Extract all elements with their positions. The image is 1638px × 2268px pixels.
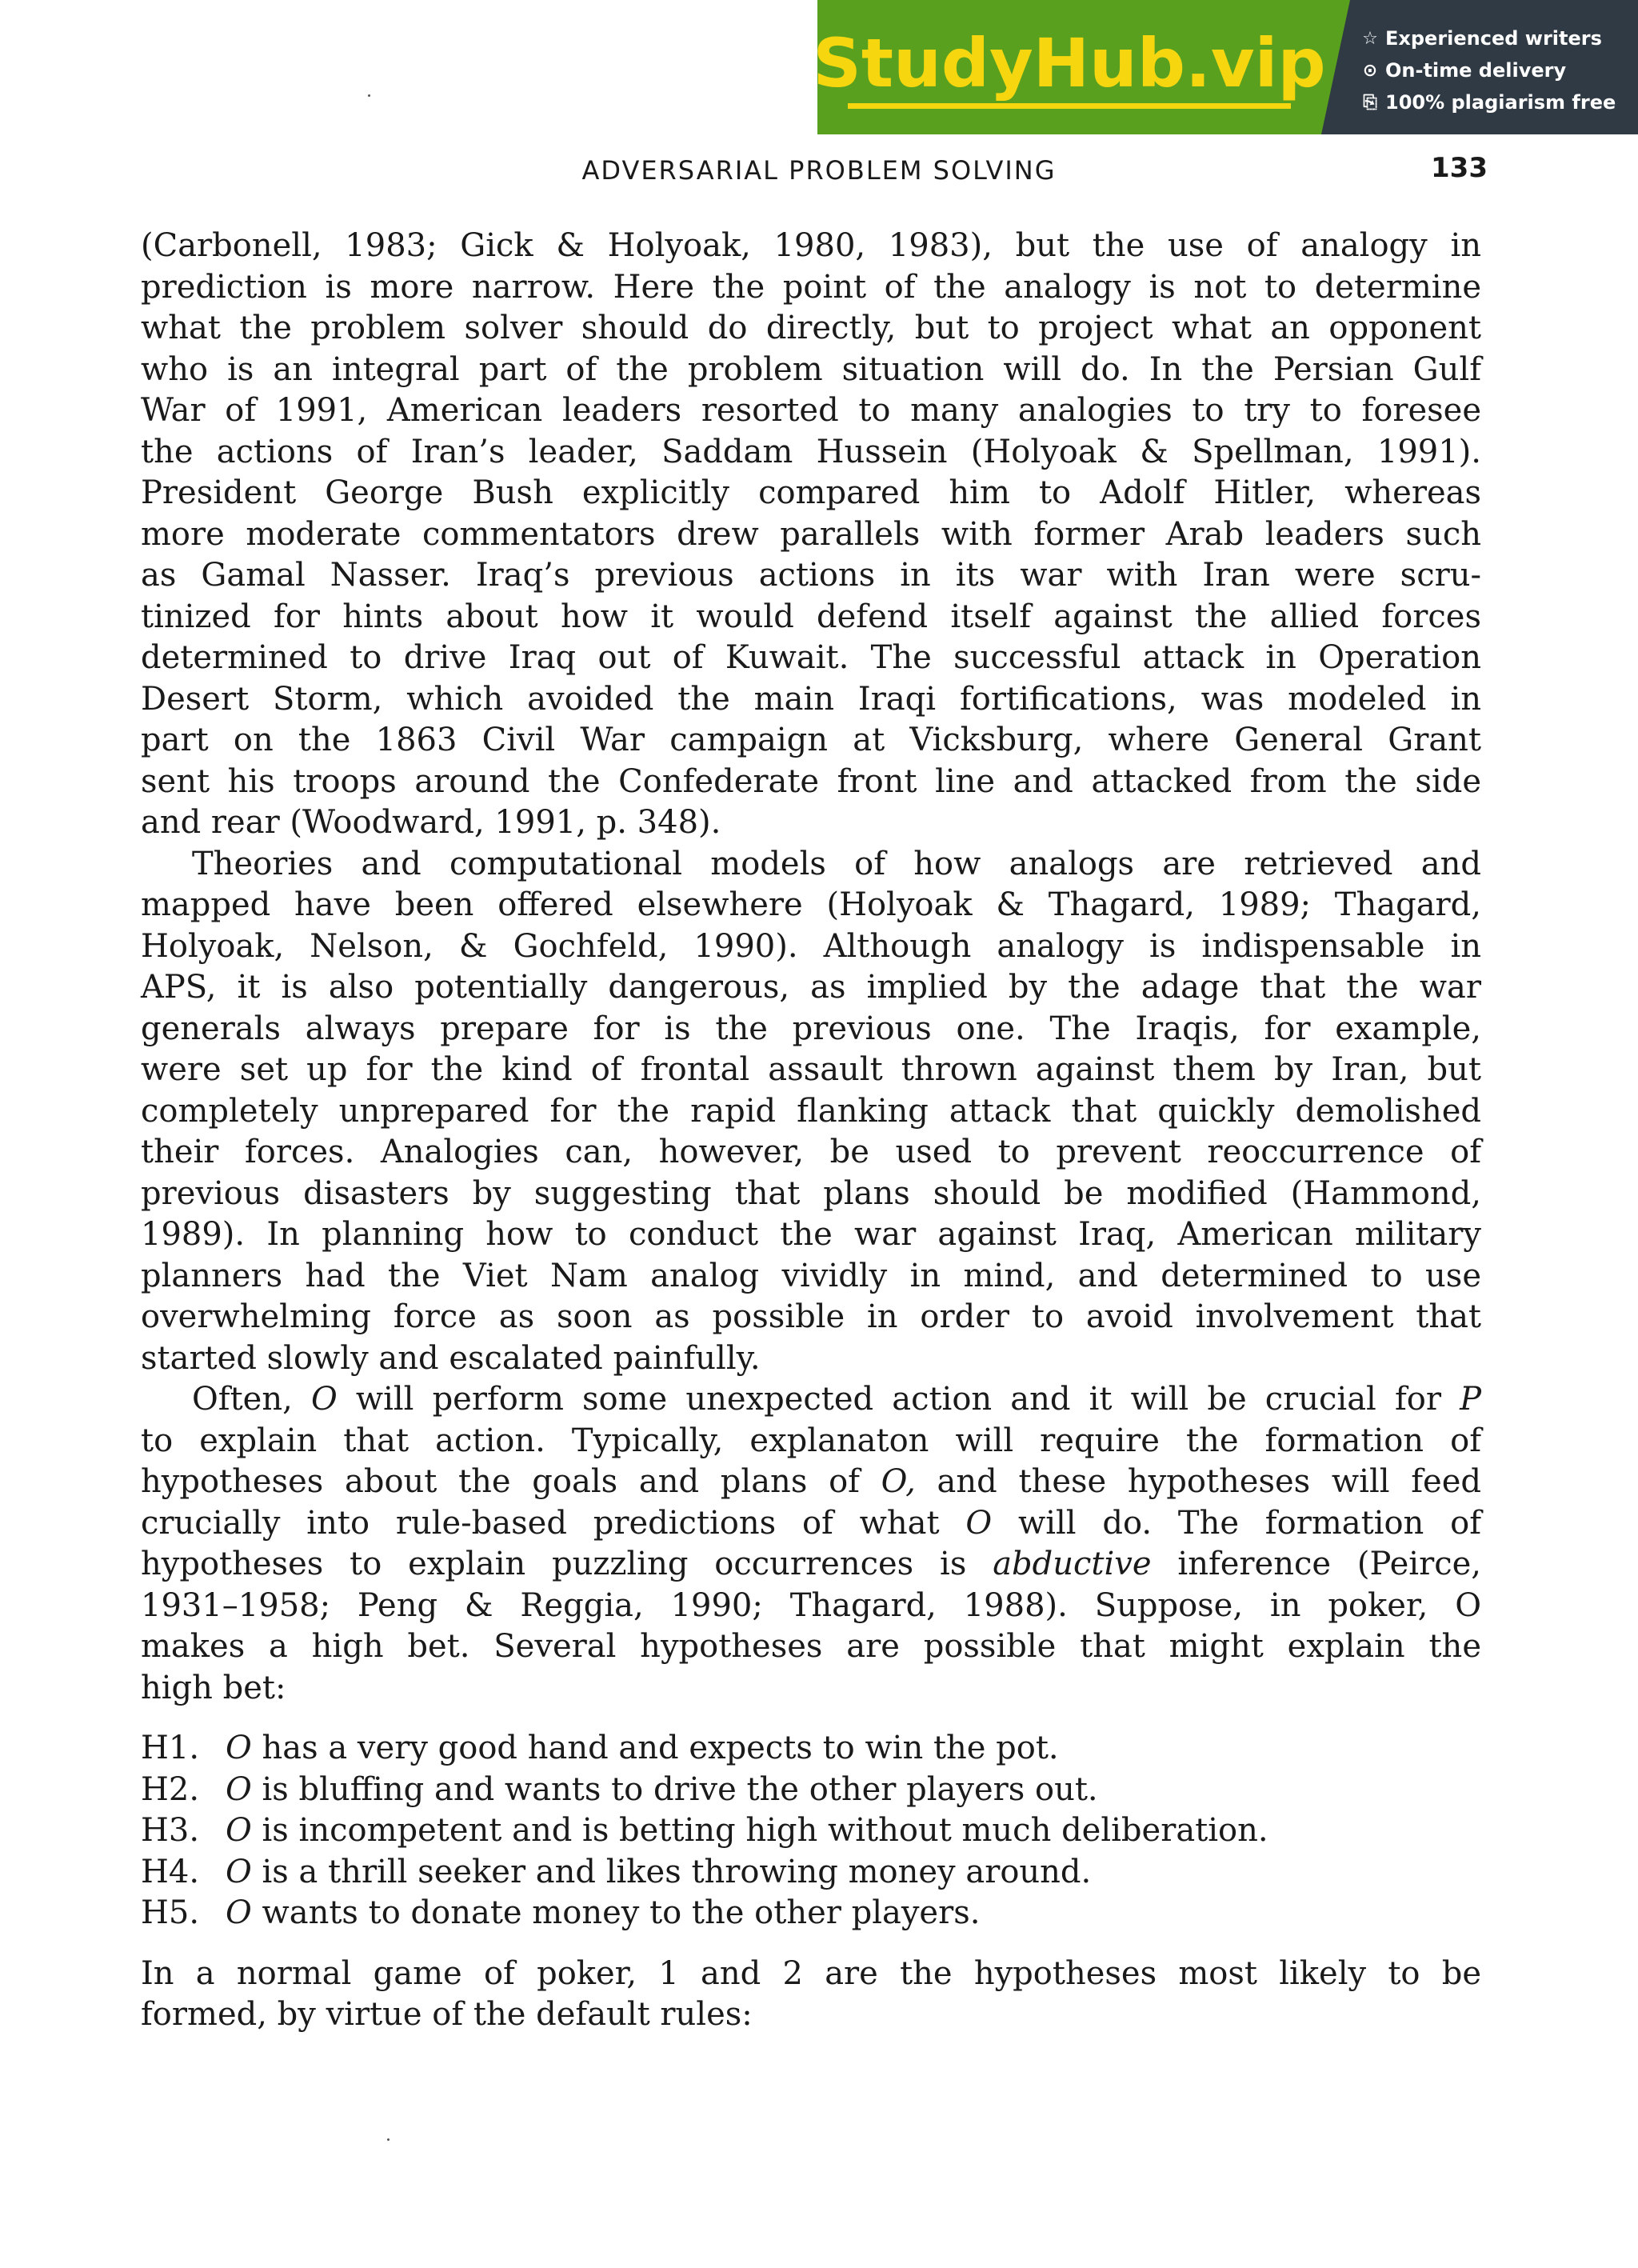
feature-plagiarism-free <box>1360 86 1638 118</box>
text-run: inference (Peirce, <box>1151 1546 1481 1582</box>
hypothesis-text <box>226 1770 1098 1811</box>
document-check-icon: ⎘ <box>1363 92 1377 113</box>
text-line <box>141 1544 1481 1586</box>
text-line: who is an integral part of the problem situation will do. In the Persian Gulf <box>141 350 1481 388</box>
text-run: will do. The formation of <box>992 1504 1481 1542</box>
text-line: their forces. Analogies can, however, be used to prevent reoccurrence of <box>141 1134 1481 1170</box>
text-line: more moderate commentators drew parallels with former Arab leaders such <box>141 515 1481 553</box>
opponent-symbol: O <box>226 1770 252 1808</box>
hypothesis-label: H5. <box>141 1894 200 1931</box>
text-line: the actions of Iran’s leader, Saddam Hussein (Holyoak & Spellman, 1991). <box>141 433 1481 470</box>
text-line: determined to drive Iraq out of Kuwait. The successful attack in Operation <box>141 639 1481 676</box>
text-run: crucially into rule-based predictions of what <box>141 1504 966 1542</box>
text-line: previous disasters by suggesting that plans should be modified (Hammond, <box>141 1174 1481 1212</box>
text-run: and these hypotheses will feed <box>915 1463 1481 1500</box>
text-line <box>141 1379 1481 1421</box>
feature-on-time-delivery <box>1360 54 1638 86</box>
hypothesis-text <box>226 1810 1268 1852</box>
text-run: has a very good hand and expects to win the pot. <box>251 1730 1059 1766</box>
banner-features <box>1350 0 1638 134</box>
opponent-symbol: O <box>226 1853 252 1890</box>
running-title: ADVERSARIAL PROBLEM SOLVING <box>581 155 1057 186</box>
text-run: is incompetent and is betting high without much deliberation. <box>251 1812 1268 1849</box>
text-line: prediction is more narrow. Here the point of the analogy is not to determine <box>141 268 1481 306</box>
opponent-symbol: O <box>965 1504 993 1542</box>
text-line: President George Bush explicitly compared him to Adolf Hitler, whereas <box>141 474 1481 511</box>
list-item <box>141 1852 1481 1894</box>
abductive-term: abductive <box>993 1546 1152 1582</box>
opponent-symbol: O <box>226 1812 252 1849</box>
opponent-symbol: O <box>226 1894 252 1931</box>
opponent-symbol: O, <box>881 1463 916 1500</box>
page-number: 133 <box>1431 152 1488 184</box>
opponent-symbol: O <box>226 1730 252 1766</box>
text-line: In a normal game of poker, 1 and 2 are the hypotheses most likely to be <box>141 1954 1481 1992</box>
text-run: hypotheses about the goals and plans of <box>141 1463 881 1500</box>
running-header <box>0 152 1638 187</box>
text-run: wants to donate money to the other players. <box>251 1894 981 1931</box>
text-run: is bluffing and wants to drive the other players out. <box>251 1770 1098 1808</box>
hypothesis-text <box>226 1893 980 1934</box>
text-line: as Gamal Nasser. Iraq’s previous actions in its war with Iran were scru- <box>141 557 1481 594</box>
hypothesis-label: H2. <box>141 1770 200 1808</box>
text-line: (Carbonell, 1983; Gick & Holyoak, 1980, 1983), but the use of analogy in <box>141 227 1481 264</box>
feature-label: 100% plagiarism free <box>1385 91 1616 114</box>
text-line: to explain that action. Typically, explanaton will require the formation of <box>141 1422 1481 1459</box>
text-line: planners had the Viet Nam analog vividly in mind, and determined to use <box>141 1257 1481 1294</box>
text-line: generals always prepare for is the previous one. The Iraqis, for example, <box>141 1010 1481 1047</box>
text-line: makes a high bet. Several hypotheses are possible that might explain the <box>141 1628 1481 1665</box>
text-line: completely unprepared for the rapid flanking attack that quickly demolished <box>141 1092 1481 1130</box>
list-item <box>141 1770 1481 1811</box>
text-line: Theories and computational models of how analogs are retrieved and <box>192 845 1481 882</box>
text-run: hypotheses to explain puzzling occurrences is <box>141 1546 993 1582</box>
text-line: formed, by virtue of the default rules: <box>141 1996 753 2033</box>
feature-experienced-writers <box>1360 22 1638 54</box>
hypothesis-label: H4. <box>141 1853 200 1890</box>
text-line: War of 1991, American leaders resorted to many analogies to try to foresee <box>141 392 1481 429</box>
text-run: is a thrill seeker and likes throwing money around. <box>251 1853 1092 1890</box>
text-line: sent his troops around the Confederate front line and attacked from the side <box>141 762 1481 800</box>
scan-speck <box>387 2138 390 2141</box>
text-line: were set up for the kind of frontal assault thrown against them by Iran, but <box>141 1051 1481 1088</box>
hypothesis-text <box>226 1728 1059 1770</box>
text-line: 1989). In planning how to conduct the war against Iraq, American military <box>141 1216 1481 1253</box>
text-line: Desert Storm, which avoided the main Iraqi fortifications, was modeled in <box>141 680 1481 718</box>
scan-speck <box>368 94 370 97</box>
text-line: high bet: <box>141 1669 286 1706</box>
page-body <box>141 226 1481 2036</box>
paragraph-abductive-inference <box>141 1379 1481 1709</box>
logo-text: StudyHub.vip <box>813 24 1326 102</box>
star-outline-icon: ☆ <box>1362 28 1378 49</box>
text-line: overwhelming force as soon as possible in order to avoid involvement that <box>141 1298 1481 1335</box>
opponent-symbol: O <box>310 1381 338 1418</box>
text-run: will perform some unexpected action and it will be crucial for <box>337 1381 1460 1418</box>
text-line: and rear (Woodward, 1991, p. 348). <box>141 804 721 841</box>
text-line: Holyoak, Nelson, & Gochfeld, 1990). Although analogy is indispensable in <box>141 927 1481 965</box>
hypothesis-text <box>226 1852 1091 1894</box>
player-symbol: P <box>1460 1381 1481 1418</box>
logo-underline <box>848 103 1291 109</box>
hypothesis-label: H3. <box>141 1812 200 1849</box>
text-line: what the problem solver should do directly, but to project what an opponent <box>141 310 1481 346</box>
text-line: 1931–1958; Peng & Reggia, 1990; Thagard, 1988). Suppose, in poker, O <box>141 1586 1481 1624</box>
feature-label: On-time delivery <box>1385 59 1567 82</box>
list-item <box>141 1893 1481 1934</box>
text-line <box>141 1503 1481 1545</box>
studyhub-logo[interactable] <box>813 0 1326 134</box>
text-line: part on the 1863 Civil War campaign at Vicksburg, where General Grant <box>141 722 1481 758</box>
paragraph-default-rules <box>141 1954 1481 2036</box>
text-run: Often, <box>192 1381 311 1418</box>
text-line: started slowly and escalated painfully. <box>141 1339 761 1377</box>
list-item <box>141 1810 1481 1852</box>
text-line: APS, it is also potentially dangerous, as implied by the adage that the war <box>141 969 1481 1006</box>
list-item <box>141 1728 1481 1770</box>
text-line: mapped have been offered elsewhere (Holyoak & Thagard, 1989; Thagard, <box>141 886 1481 923</box>
paragraph-analogy-prediction <box>141 226 1481 844</box>
hypotheses-list <box>141 1728 1481 1934</box>
paragraph-analog-models <box>141 844 1481 1380</box>
hypothesis-label: H1. <box>141 1730 200 1766</box>
text-line: tinized for hints about how it would defend itself against the allied forces <box>141 598 1481 635</box>
text-line <box>141 1462 1481 1503</box>
studyhub-banner[interactable] <box>813 0 1638 134</box>
feature-label: Experienced writers <box>1385 27 1602 50</box>
clock-icon: ⊙ <box>1362 60 1378 81</box>
